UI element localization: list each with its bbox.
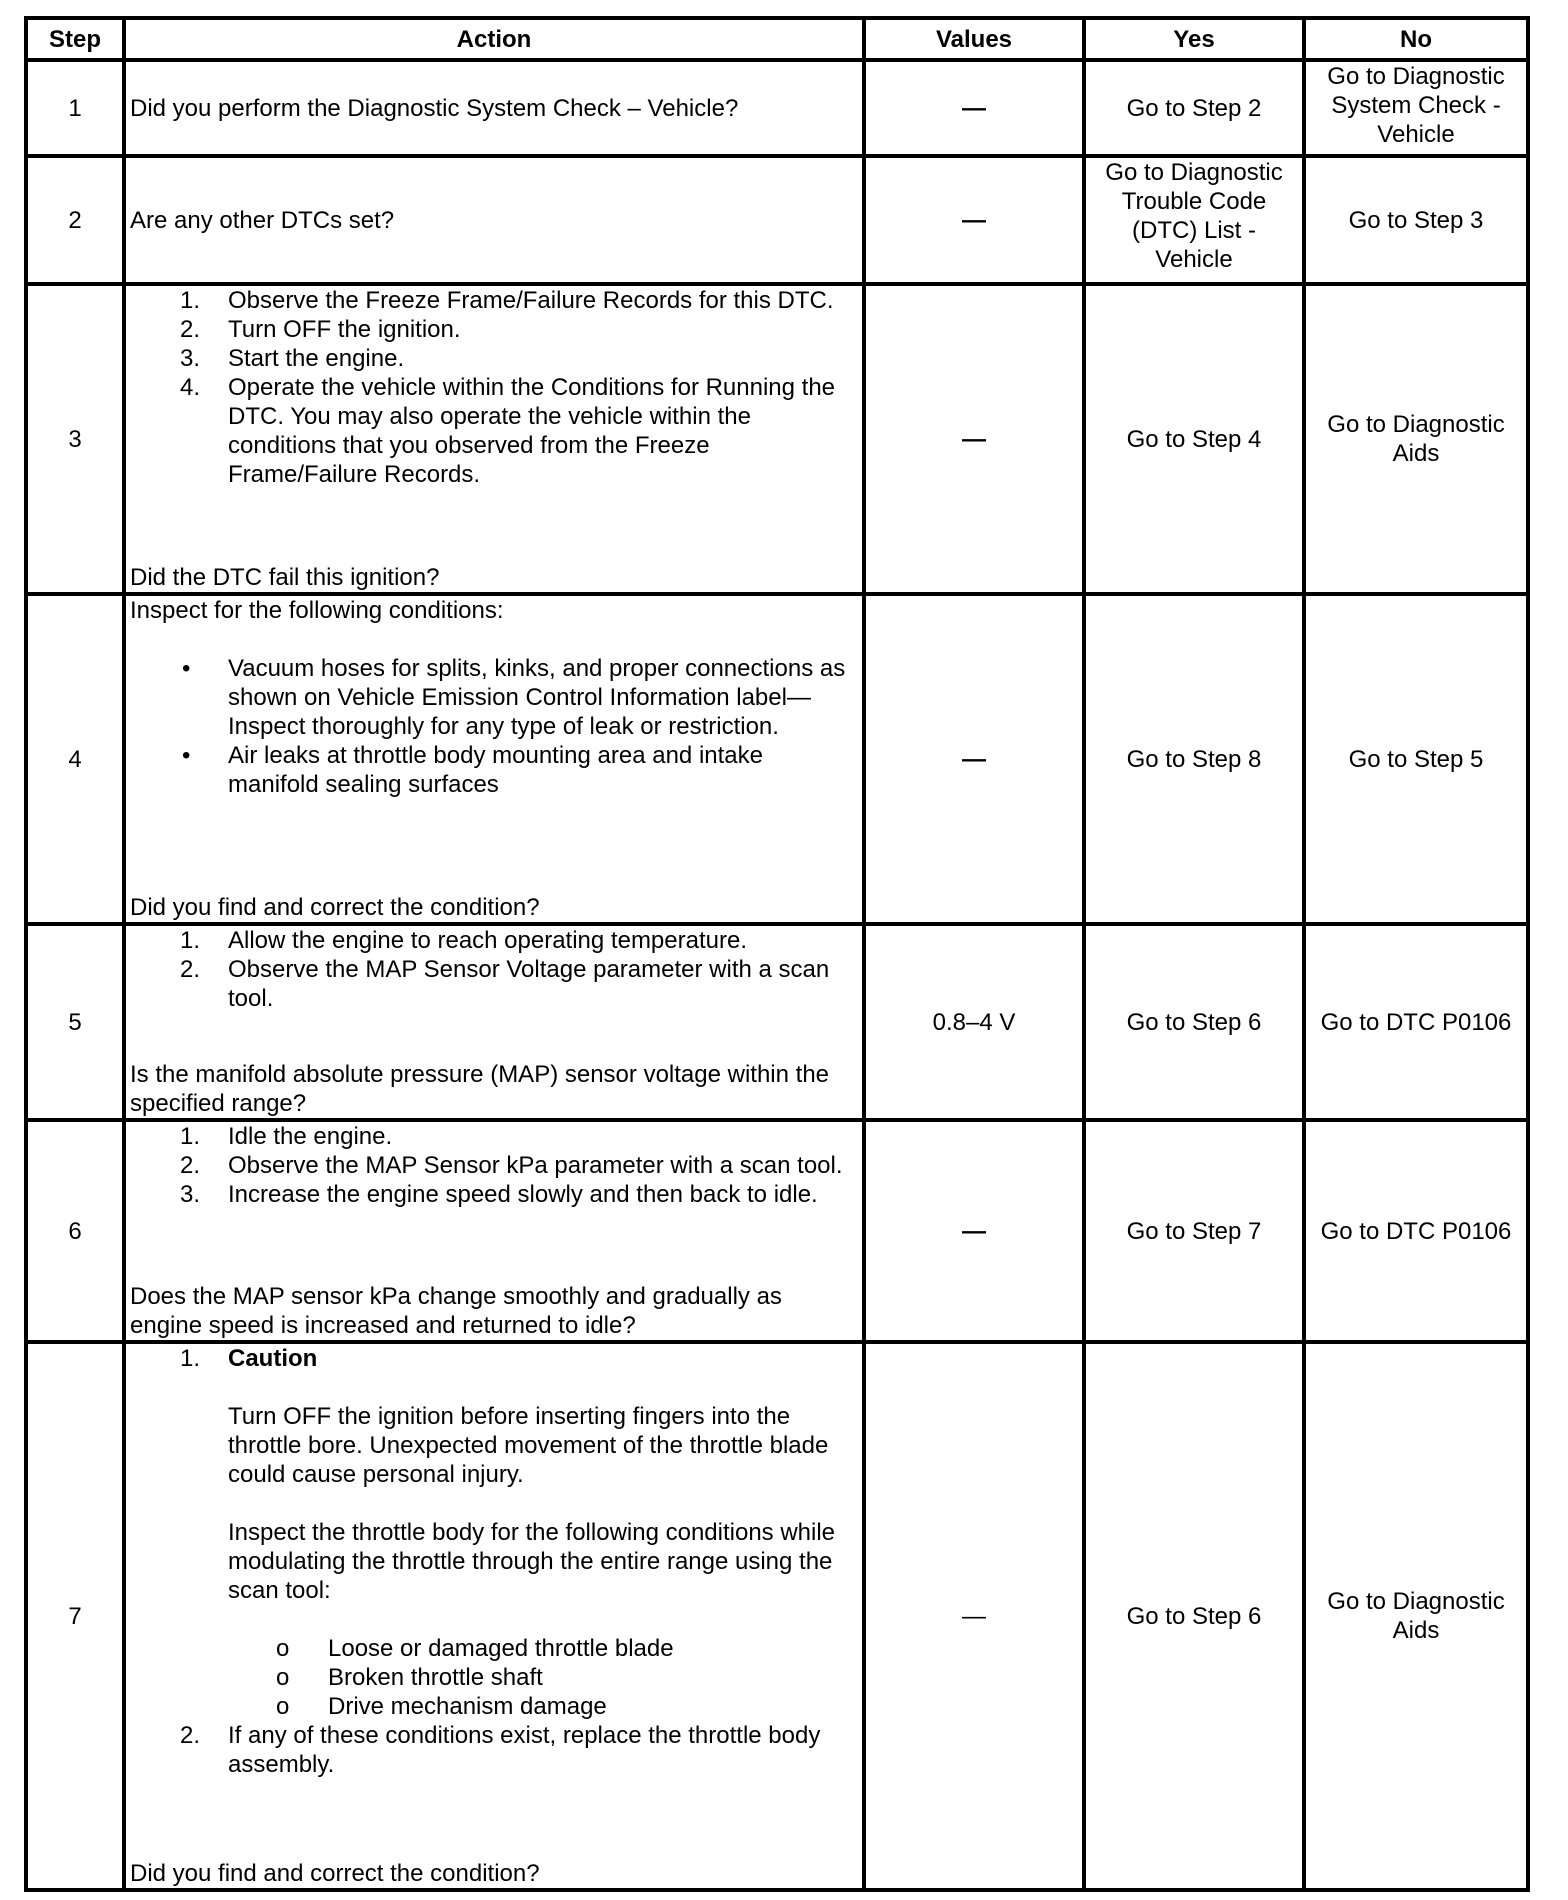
- list-item: 1. Observe the Freeze Frame/Failure Records for this DTC.: [180, 287, 834, 314]
- value-cell: —: [864, 284, 1084, 594]
- header-no: No: [1304, 18, 1528, 60]
- value-cell: —: [864, 1342, 1084, 1890]
- yes-cell: Go to Step 8: [1084, 594, 1304, 924]
- caution-title: Caution: [228, 1345, 318, 1372]
- list-item: 3. Increase the engine speed slowly and then back to idle.: [180, 1181, 818, 1208]
- list-item: • Vacuum hoses for splits, kinks, and proper connections as shown on Vehicle Emission Control Information label—Inspect thoroughly for any type of leak or restriction.: [182, 655, 846, 740]
- diagnostic-table: [24, 16, 1530, 1892]
- value-cell: —: [864, 1120, 1084, 1342]
- no-cell: Go to Diagnostic System Check - Vehicle: [1304, 60, 1528, 156]
- value-cell: 0.8–4 V: [864, 924, 1084, 1120]
- sub-condition-list: [130, 1634, 858, 1721]
- action-cell: [124, 60, 864, 156]
- no-cell: Go to DTC P0106: [1304, 924, 1528, 1120]
- table-row: [26, 594, 1528, 924]
- list-item: o Loose or damaged throttle blade: [276, 1635, 674, 1662]
- step-number: 6: [26, 1120, 124, 1342]
- list-item: 2. Observe the MAP Sensor Voltage parameter with a scan tool.: [180, 956, 830, 1012]
- yes-cell: Go to Diagnostic Trouble Code (DTC) List - Vehicle: [1084, 156, 1304, 284]
- condition-list: [130, 654, 858, 799]
- value-cell: —: [864, 60, 1084, 156]
- list-item: 2. If any of these conditions exist, replace the throttle body assembly.: [180, 1722, 821, 1778]
- value-cell: —: [864, 156, 1084, 284]
- no-cell: Go to Step 3: [1304, 156, 1528, 284]
- step-number: 5: [26, 924, 124, 1120]
- list-item: • Air leaks at throttle body mounting area and intake manifold sealing surfaces: [182, 742, 763, 798]
- action-cell: [124, 1342, 864, 1890]
- procedure-list: [130, 926, 858, 1013]
- list-item: 1. Allow the engine to reach operating temperature.: [180, 927, 747, 954]
- yes-cell: Go to Step 2: [1084, 60, 1304, 156]
- header-yes: Yes: [1084, 18, 1304, 60]
- action-question: Is the manifold absolute pressure (MAP) sensor voltage within the specified range?: [130, 1061, 830, 1117]
- step-number: 7: [26, 1342, 124, 1890]
- no-cell: Go to Diagnostic Aids: [1304, 284, 1528, 594]
- yes-cell: Go to Step 7: [1084, 1120, 1304, 1342]
- list-item: 2. Observe the MAP Sensor kPa parameter with a scan tool.: [180, 1152, 843, 1179]
- header-values: Values: [864, 18, 1084, 60]
- inspect-text: Inspect the throttle body for the following conditions while modulating the throttle through the entire range using the scan tool:: [228, 1519, 836, 1604]
- list-item: 1. Idle the engine.: [180, 1123, 393, 1150]
- yes-cell: Go to Step 6: [1084, 924, 1304, 1120]
- no-cell: Go to Step 5: [1304, 594, 1528, 924]
- action-cell: [124, 156, 864, 284]
- action-cell: [124, 924, 864, 1120]
- action-question: Did the DTC fail this ignition?: [130, 564, 440, 591]
- procedure-list: [130, 1122, 858, 1209]
- table-row: [26, 60, 1528, 156]
- action-question: Are any other DTCs set?: [130, 206, 395, 234]
- action-intro: Inspect for the following conditions:: [130, 597, 504, 624]
- list-item: o Broken throttle shaft: [276, 1664, 543, 1691]
- action-question: Did you find and correct the condition?: [130, 894, 540, 921]
- action-question: Did you perform the Diagnostic System Check – Vehicle?: [130, 94, 739, 122]
- step-number: 3: [26, 284, 124, 594]
- table-row: [26, 156, 1528, 284]
- list-item: 3. Start the engine.: [180, 345, 405, 372]
- value-cell: —: [864, 594, 1084, 924]
- step-number: 1: [26, 60, 124, 156]
- header-step: Step: [26, 18, 124, 60]
- no-cell: Go to DTC P0106: [1304, 1120, 1528, 1342]
- list-item: 2. Turn OFF the ignition.: [180, 316, 461, 343]
- caution-text: Turn OFF the ignition before inserting fingers into the throttle bore. Unexpected movement of the throttle blade could cause personal injury.: [228, 1403, 829, 1488]
- table-row: [26, 924, 1528, 1120]
- procedure-list: [130, 1344, 858, 1779]
- action-question: Does the MAP sensor kPa change smoothly and gradually as engine speed is increased and returned to idle?: [130, 1283, 782, 1339]
- action-cell: [124, 284, 864, 594]
- table-row: [26, 284, 1528, 594]
- yes-cell: Go to Step 6: [1084, 1342, 1304, 1890]
- action-cell: [124, 1120, 864, 1342]
- table-row: [26, 1120, 1528, 1342]
- no-cell: Go to Diagnostic Aids: [1304, 1342, 1528, 1890]
- yes-cell: Go to Step 4: [1084, 284, 1304, 594]
- action-question: Did you find and correct the condition?: [130, 1860, 540, 1887]
- header-action: Action: [124, 18, 864, 60]
- action-cell: [124, 594, 864, 924]
- step-number: 2: [26, 156, 124, 284]
- list-item: o Drive mechanism damage: [276, 1693, 607, 1720]
- procedure-list: [130, 286, 858, 489]
- list-item: 1. Caution Turn OFF the ignition before inserting fingers into the throttle bore. Unexpected movement of the throttle blade could cause personal injury. Inspect the throttle body for the following conditions while modulating the throttle through the entire range using the scan tool: o Loose or damaged throttle blade o Broken throttle shaft o Drive mechanism damage: [130, 1344, 858, 1721]
- header-row: [26, 18, 1528, 60]
- table-row: [26, 1342, 1528, 1890]
- step-number: 4: [26, 594, 124, 924]
- list-item: 4. Operate the vehicle within the Conditions for Running the DTC. You may also operate the vehicle within the conditions that you observed from the Freeze Frame/Failure Records.: [180, 374, 836, 488]
